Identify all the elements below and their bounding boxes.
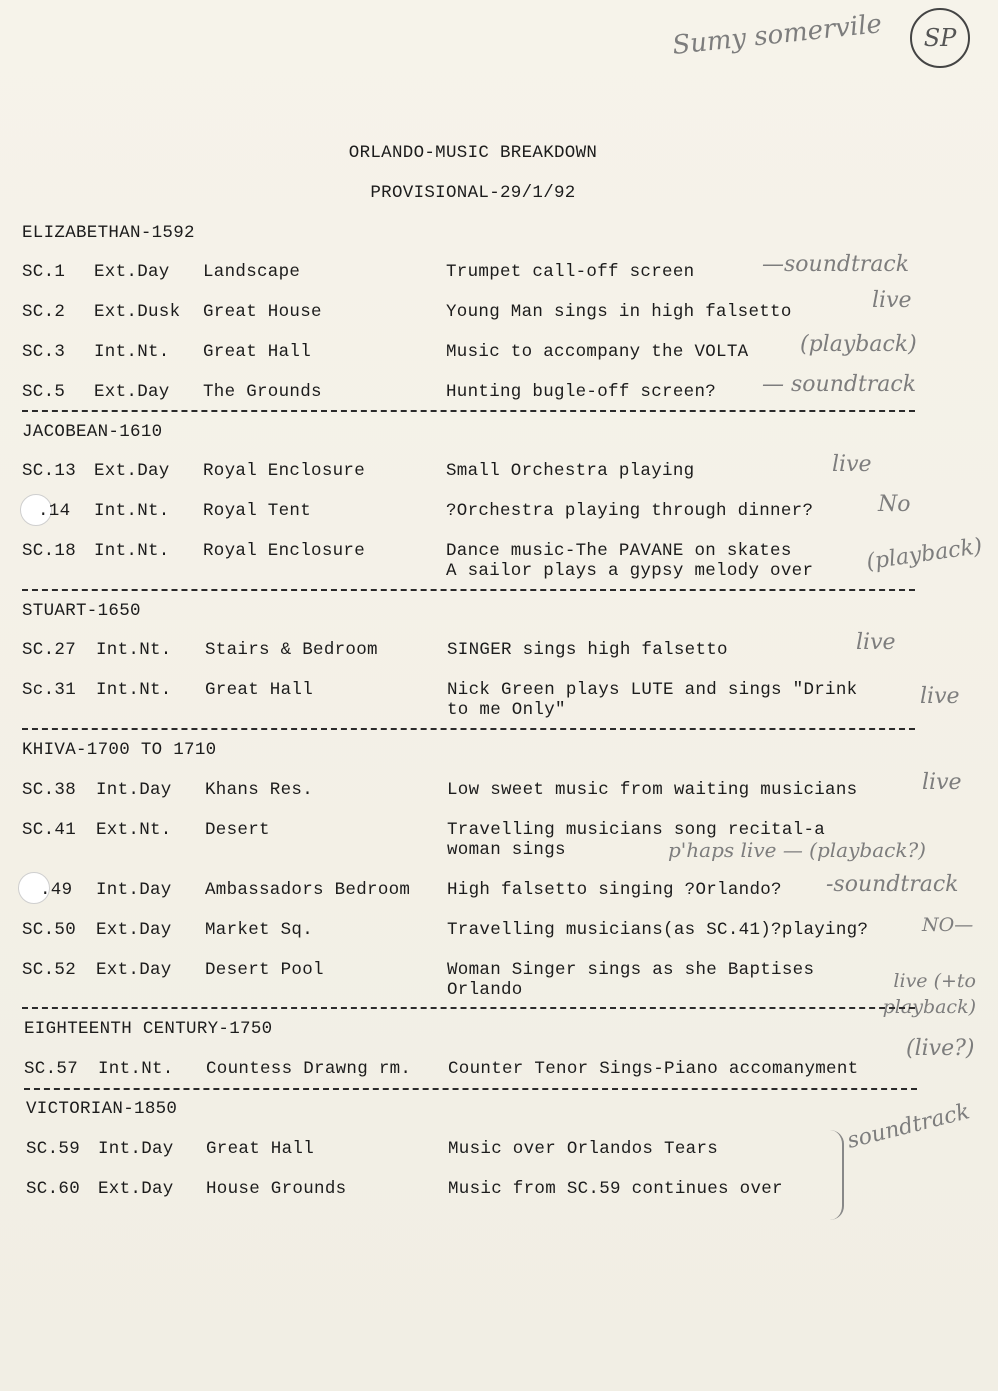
music-description-line2: to me Only" bbox=[447, 700, 566, 720]
scene-time: Int.Day bbox=[96, 780, 172, 800]
scene-row bbox=[0, 880, 782, 924]
scene-number: .49 bbox=[40, 880, 73, 900]
handwritten-note: live bbox=[922, 770, 962, 795]
handwritten-note: — soundtrack bbox=[762, 372, 917, 397]
scene-number: Sc.31 bbox=[22, 680, 77, 700]
music-description: Low sweet music from waiting musicians bbox=[447, 780, 858, 800]
scene-row bbox=[0, 501, 814, 545]
scene-row bbox=[0, 680, 858, 724]
section-divider bbox=[22, 589, 915, 591]
scene-number: SC.38 bbox=[22, 780, 77, 800]
scene-number: SC.60 bbox=[26, 1179, 81, 1199]
scene-location: Great House bbox=[203, 302, 322, 322]
music-description: Nick Green plays LUTE and sings "Drink bbox=[447, 680, 858, 700]
scene-number: SC.57 bbox=[24, 1059, 79, 1079]
scene-location: Stairs & Bedroom bbox=[205, 640, 378, 660]
scene-time: Ext.Day bbox=[94, 461, 170, 481]
section-divider bbox=[22, 728, 915, 730]
section-heading: EIGHTEENTH CENTURY-1750 bbox=[24, 1019, 273, 1039]
music-description-line2: A sailor plays a gypsy melody over bbox=[446, 561, 814, 581]
scene-row bbox=[0, 780, 858, 824]
scene-location: Great Hall bbox=[205, 680, 314, 700]
scene-row bbox=[0, 262, 695, 306]
scene-row bbox=[0, 342, 749, 386]
music-description: SINGER sings high falsetto bbox=[447, 640, 728, 660]
scene-time: Int.Nt. bbox=[96, 640, 172, 660]
scene-number: SC.50 bbox=[22, 920, 77, 940]
handwritten-note: (playback) bbox=[864, 534, 984, 575]
scene-location: Desert bbox=[205, 820, 270, 840]
handwritten-note: soundtrack bbox=[844, 1099, 973, 1154]
scene-location: The Grounds bbox=[203, 382, 322, 402]
scene-location: Landscape bbox=[203, 262, 301, 282]
music-description: Travelling musicians song recital-a bbox=[447, 820, 826, 840]
scene-location: Ambassadors Bedroom bbox=[205, 880, 411, 900]
handwritten-note: NO— bbox=[922, 914, 974, 936]
music-description: ?Orchestra playing through dinner? bbox=[446, 501, 814, 521]
document-title: ORLANDO-MUSIC BREAKDOWN bbox=[348, 143, 598, 163]
section-divider bbox=[22, 410, 915, 412]
scene-time: Ext.Dusk bbox=[94, 302, 181, 322]
scene-time: Int.Day bbox=[98, 1139, 174, 1159]
section-heading: ELIZABETHAN-1592 bbox=[22, 223, 195, 243]
handwritten-note: live bbox=[920, 684, 960, 709]
handwritten-signature: Sumy somervile bbox=[671, 9, 884, 61]
scene-time: Int.Nt. bbox=[94, 541, 170, 561]
scene-row bbox=[0, 920, 869, 964]
section-heading: STUART-1650 bbox=[22, 601, 141, 621]
scene-time: Ext.Day bbox=[98, 1179, 174, 1199]
scene-number: .14 bbox=[38, 501, 71, 521]
scene-number: SC.52 bbox=[22, 960, 77, 980]
scene-row bbox=[0, 382, 717, 426]
music-description: Counter Tenor Sings-Piano accomanyment bbox=[448, 1059, 859, 1079]
scene-number: SC.2 bbox=[22, 302, 66, 322]
handwritten-note: (playback) bbox=[800, 332, 917, 357]
music-description-line2: Orlando bbox=[447, 980, 523, 1000]
scene-row bbox=[0, 1179, 783, 1223]
scene-location: Great Hall bbox=[203, 342, 312, 362]
section-heading: JACOBEAN-1610 bbox=[22, 422, 163, 442]
scene-number: SC.41 bbox=[22, 820, 77, 840]
scene-time: Ext.Day bbox=[94, 262, 170, 282]
scene-number: SC.18 bbox=[22, 541, 77, 561]
scene-number: SC.1 bbox=[22, 262, 66, 282]
handwritten-note: No bbox=[878, 492, 911, 517]
music-description: Hunting bugle-off screen? bbox=[446, 382, 717, 402]
music-description: High falsetto singing ?Orlando? bbox=[447, 880, 782, 900]
handwritten-note: live bbox=[832, 452, 872, 477]
scene-row bbox=[0, 1139, 719, 1183]
scene-number: SC.27 bbox=[22, 640, 77, 660]
scene-time: Ext.Nt. bbox=[96, 820, 172, 840]
scene-time: Ext.Day bbox=[94, 382, 170, 402]
music-description: Dance music-The PAVANE on skates bbox=[446, 541, 792, 561]
scene-time: Ext.Day bbox=[96, 960, 172, 980]
scene-row bbox=[0, 302, 792, 346]
handwritten-initials: SP bbox=[923, 24, 957, 52]
scene-location: Market Sq. bbox=[205, 920, 314, 940]
scene-location: Desert Pool bbox=[205, 960, 324, 980]
document-subtitle: PROVISIONAL-29/1/92 bbox=[370, 183, 576, 203]
scene-time: Int.Nt. bbox=[96, 680, 172, 700]
handwritten-brace bbox=[828, 1130, 844, 1220]
handwritten-note: (live?) bbox=[906, 1036, 975, 1061]
scene-location: House Grounds bbox=[206, 1179, 347, 1199]
section-heading: KHIVA-1700 TO 1710 bbox=[22, 740, 217, 760]
scene-time: Int.Nt. bbox=[94, 501, 170, 521]
scene-row bbox=[0, 541, 814, 585]
scene-location: Countess Drawng rm. bbox=[206, 1059, 412, 1079]
scene-location: Great Hall bbox=[206, 1139, 315, 1159]
music-description: Travelling musicians(as SC.41)?playing? bbox=[447, 920, 869, 940]
section-divider bbox=[24, 1088, 917, 1090]
scene-row bbox=[0, 640, 728, 684]
scene-number: SC.5 bbox=[22, 382, 66, 402]
scene-number: SC.13 bbox=[22, 461, 77, 481]
music-description: Woman Singer sings as she Baptises bbox=[447, 960, 815, 980]
handwritten-initials-circle bbox=[910, 8, 970, 68]
scene-time: Ext.Day bbox=[96, 920, 172, 940]
music-description: Music to accompany the VOLTA bbox=[446, 342, 749, 362]
handwritten-note: p'haps live — (playback?) bbox=[668, 838, 926, 862]
music-description: Trumpet call-off screen bbox=[446, 262, 695, 282]
handwritten-note: live bbox=[872, 288, 912, 313]
music-description-line2: woman sings bbox=[447, 840, 566, 860]
section-divider bbox=[22, 1007, 915, 1009]
scene-location: Royal Enclosure bbox=[203, 541, 366, 561]
scene-location: Royal Enclosure bbox=[203, 461, 366, 481]
scene-location: Royal Tent bbox=[203, 501, 312, 521]
music-description: Music over Orlandos Tears bbox=[448, 1139, 719, 1159]
scene-time: Int.Day bbox=[96, 880, 172, 900]
scene-location: Khans Res. bbox=[205, 780, 314, 800]
music-description: Young Man sings in high falsetto bbox=[446, 302, 792, 322]
handwritten-note: live bbox=[856, 630, 896, 655]
scene-number: SC.3 bbox=[22, 342, 66, 362]
scene-time: Int.Nt. bbox=[94, 342, 170, 362]
scene-number: SC.59 bbox=[26, 1139, 81, 1159]
handwritten-note: —soundtrack bbox=[762, 252, 910, 277]
section-heading: VICTORIAN-1850 bbox=[26, 1099, 178, 1119]
scene-time: Int.Nt. bbox=[98, 1059, 174, 1079]
handwritten-note: -soundtrack bbox=[826, 872, 959, 897]
music-description: Music from SC.59 continues over bbox=[448, 1179, 783, 1199]
scene-row bbox=[0, 960, 815, 1004]
handwritten-note: live (+to playback) bbox=[882, 970, 976, 1018]
music-description: Small Orchestra playing bbox=[446, 461, 695, 481]
scene-row bbox=[0, 1059, 859, 1103]
